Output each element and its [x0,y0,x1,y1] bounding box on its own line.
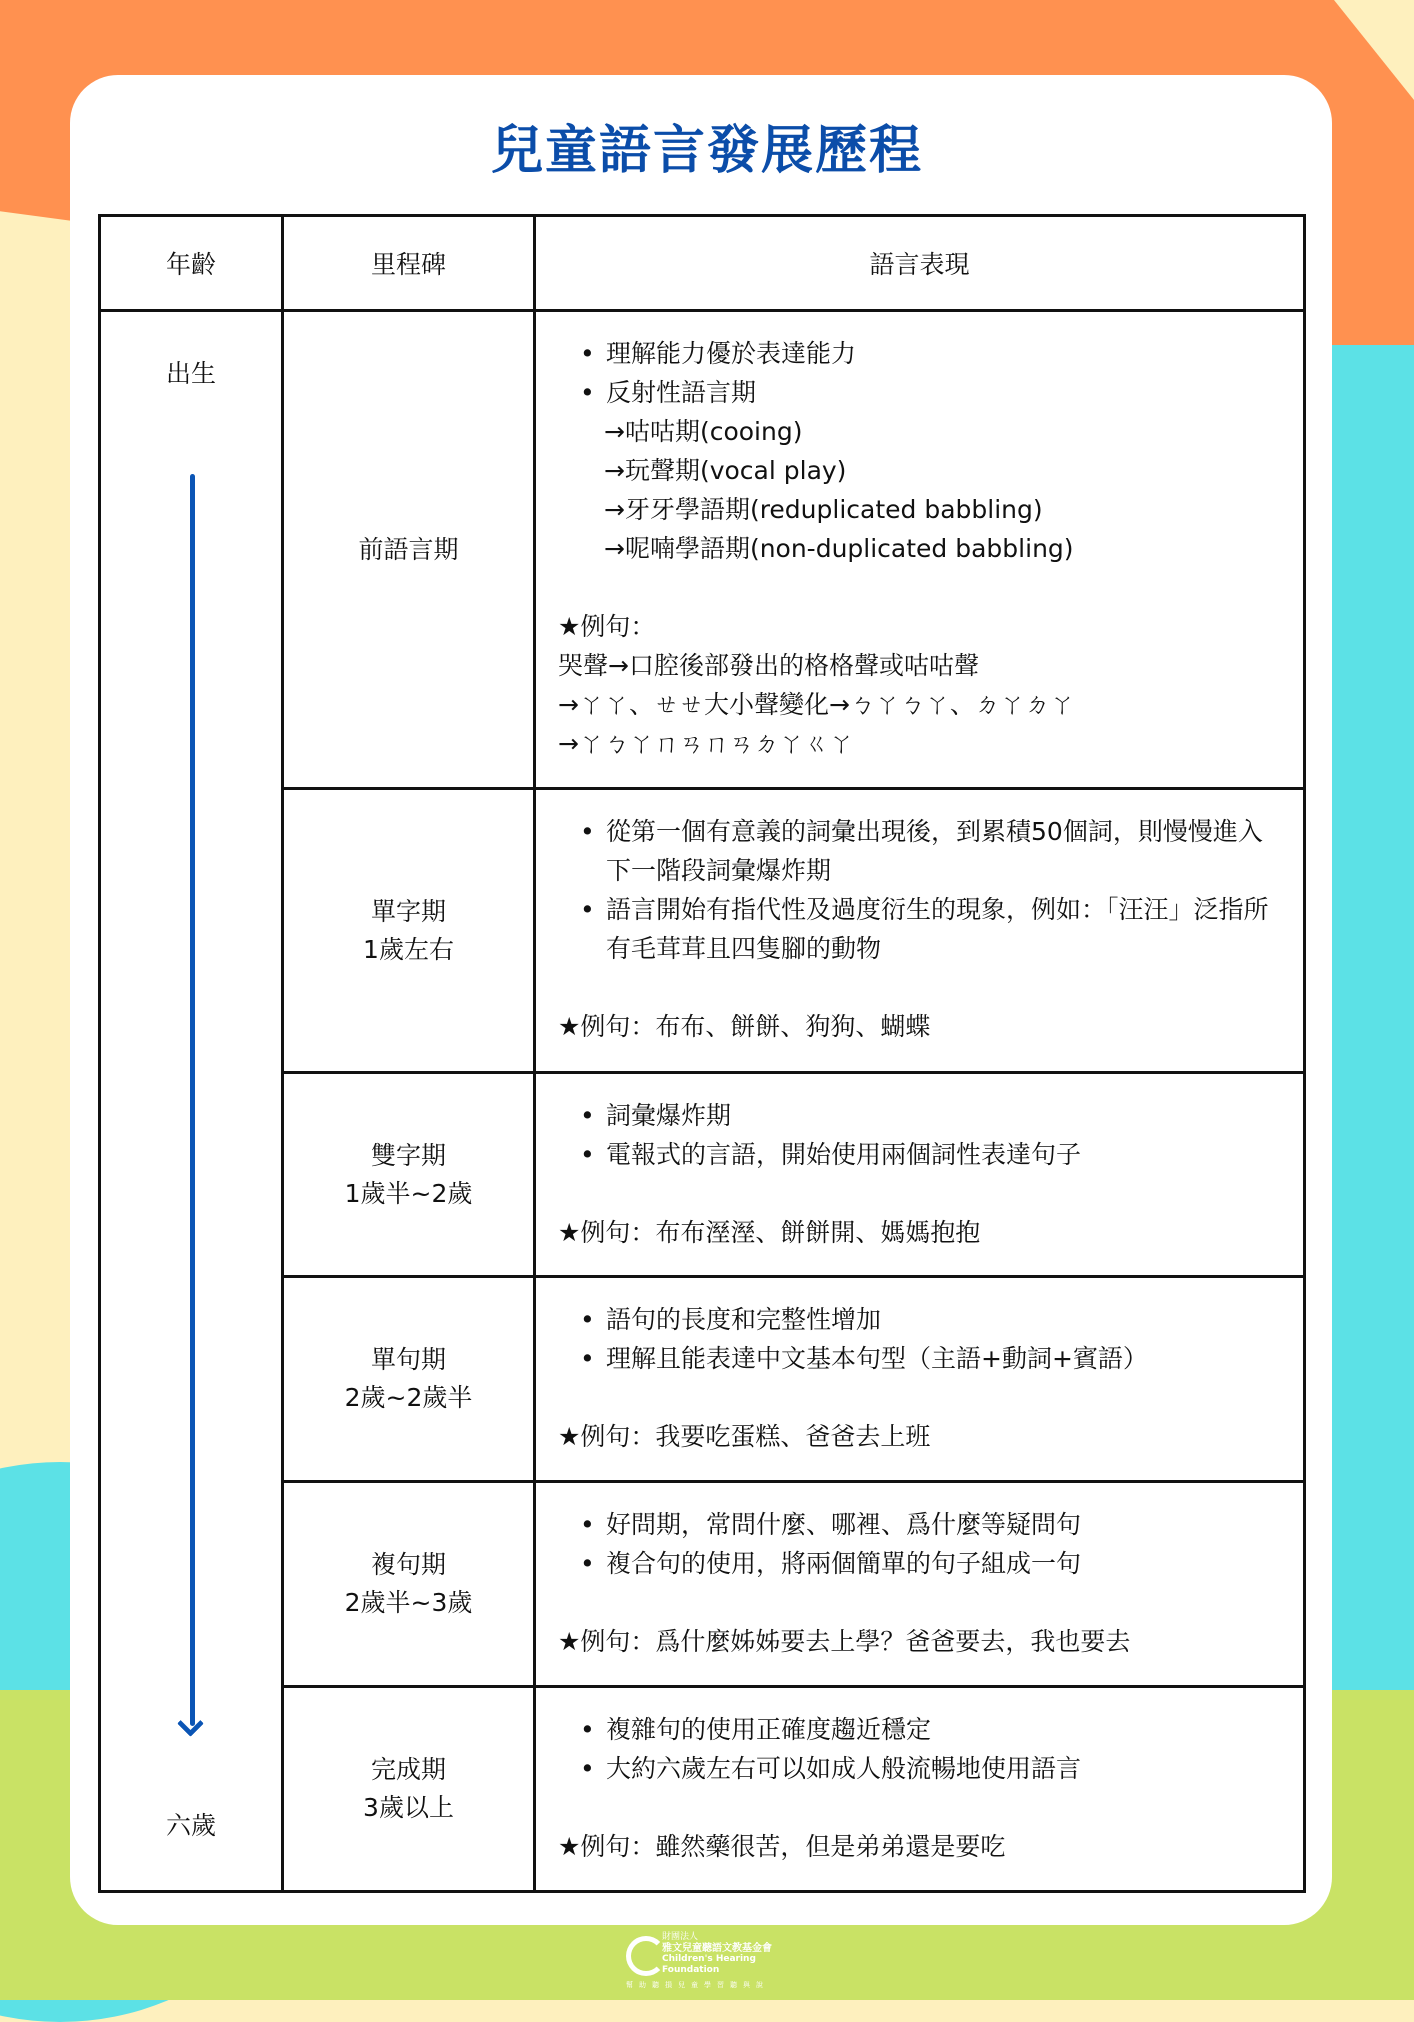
list-item: • 電報式的言語，開始使用兩個詞性表達句子 [584,1135,1283,1174]
milestone-cell [283,1073,535,1277]
milestone-age: 3歲以上 [363,1793,454,1822]
list-item: • 語言開始有指代性及過度衍生的現象，例如：「汪汪」泛指所有毛茸茸且四隻腳的動物 [584,890,1283,968]
list-item: • 理解能力優於表達能力 [584,334,1283,373]
example-line: →ㄚㄚ、ㄝㄝ大小聲變化→ㄅㄚㄅㄚ、ㄉㄚㄉㄚ [558,690,1075,719]
list-item: • 好問期，常問什麼、哪裡、爲什麼等疑問句 [584,1505,1283,1544]
age-start-label: 出生 [165,359,216,388]
sub-item: →咕咕期(cooing) [604,417,803,446]
example-label: ★例句： [558,612,656,641]
performance-cell [535,1073,1305,1277]
age-end-label: 六歲 [165,1811,216,1840]
performance-list [558,1096,1283,1174]
sub-item: →玩聲期(vocal play) [604,456,847,485]
table-header-row [100,216,1305,311]
milestone-name: 前語言期 [358,534,459,564]
milestone-name: 完成期 [370,1755,446,1784]
list-item: • 語句的長度和完整性增加 [584,1300,1283,1339]
header-performance: 語言表現 [535,216,1305,311]
arrow-down-icon [177,1710,204,1737]
org-name: 雅文兒童聽語文教基金會 [662,1943,772,1954]
example-text: ★例句：爲什麼姊姊要去上學？爸爸要去，我也要去 [558,1627,1131,1656]
example-line: 哭聲→口腔後部發出的格格聲或咕咕聲 [558,651,979,680]
language-development-table [98,214,1306,1893]
milestone-cell [283,1277,535,1482]
age-timeline-cell [100,311,283,1892]
list-item: • 從第一個有意義的詞彙出現後，到累積50個詞，則慢慢進入下一階段詞彙爆炸期 [584,812,1283,890]
list-item: • 理解且能表達中文基本句型（主語+動詞+賓語） [584,1339,1283,1378]
milestone-age: 1歲左右 [363,934,454,964]
milestone-age: 2歲半~3歲 [344,1588,473,1617]
milestone-age: 1歲半~2歲 [344,1178,473,1208]
list-item: • 詞彙爆炸期 [584,1096,1283,1135]
milestone-name: 雙字期 [370,1140,446,1170]
milestone-cell [283,789,535,1073]
list-item: • 複合句的使用，將兩個簡單的句子組成一句 [584,1544,1283,1583]
org-name-en: Children's Hearing Foundation [662,1954,756,1975]
performance-list [558,334,1283,412]
performance-cell [535,1482,1305,1687]
performance-list [558,1710,1283,1788]
milestone-name: 單句期 [370,1345,446,1374]
example-line: →ㄚㄅㄚㄇㄢㄇㄢㄉㄚㄍㄚ [558,729,854,758]
performance-cell [535,311,1305,789]
performance-cell [535,1277,1305,1482]
example-text: ★例句：雖然藥很苦，但是弟弟還是要吃 [558,1832,1006,1861]
table-row [100,311,1305,789]
performance-list [558,1505,1283,1583]
sub-item: →牙牙學語期(reduplicated babbling) [604,495,1043,524]
example-text: ★例句：布布、餅餅、狗狗、蝴蝶 [558,1012,931,1041]
timeline-arrow-shaft [190,474,195,1726]
foundation-logo-icon [626,1936,666,1976]
milestone-cell [283,1482,535,1687]
example-text: ★例句：我要吃蛋糕、爸爸去上班 [558,1422,931,1451]
list-item: • 大約六歲左右可以如成人般流暢地使用語言 [584,1749,1283,1788]
footer-text [662,1932,812,1976]
performance-cell [535,1687,1305,1892]
milestone-age: 2歲~2歲半 [344,1383,473,1412]
example-text: ★例句：布布溼溼、餅餅開、媽媽抱抱 [558,1218,981,1247]
header-milestone: 里程碑 [283,216,535,311]
sub-item: →呢喃學語期(non-duplicated babbling) [604,534,1074,563]
performance-cell [535,789,1305,1073]
header-age: 年齡 [100,216,283,311]
milestone-name: 複句期 [370,1550,446,1579]
milestone-cell [283,1687,535,1892]
list-item: • 反射性語言期 [584,373,1283,412]
milestone-cell [283,311,535,789]
footer-slogan: 幫助聽損兒童學習聽與說 [626,1981,769,1989]
org-prefix: 財團法人 [662,1932,699,1942]
performance-list [558,812,1283,968]
foundation-footer [620,1930,800,1990]
performance-list [558,1300,1283,1378]
page-title: 兒童語言發展歷程 [490,121,923,181]
milestone-name: 單字期 [370,896,446,926]
list-item: • 複雜句的使用正確度趨近穩定 [584,1710,1283,1749]
